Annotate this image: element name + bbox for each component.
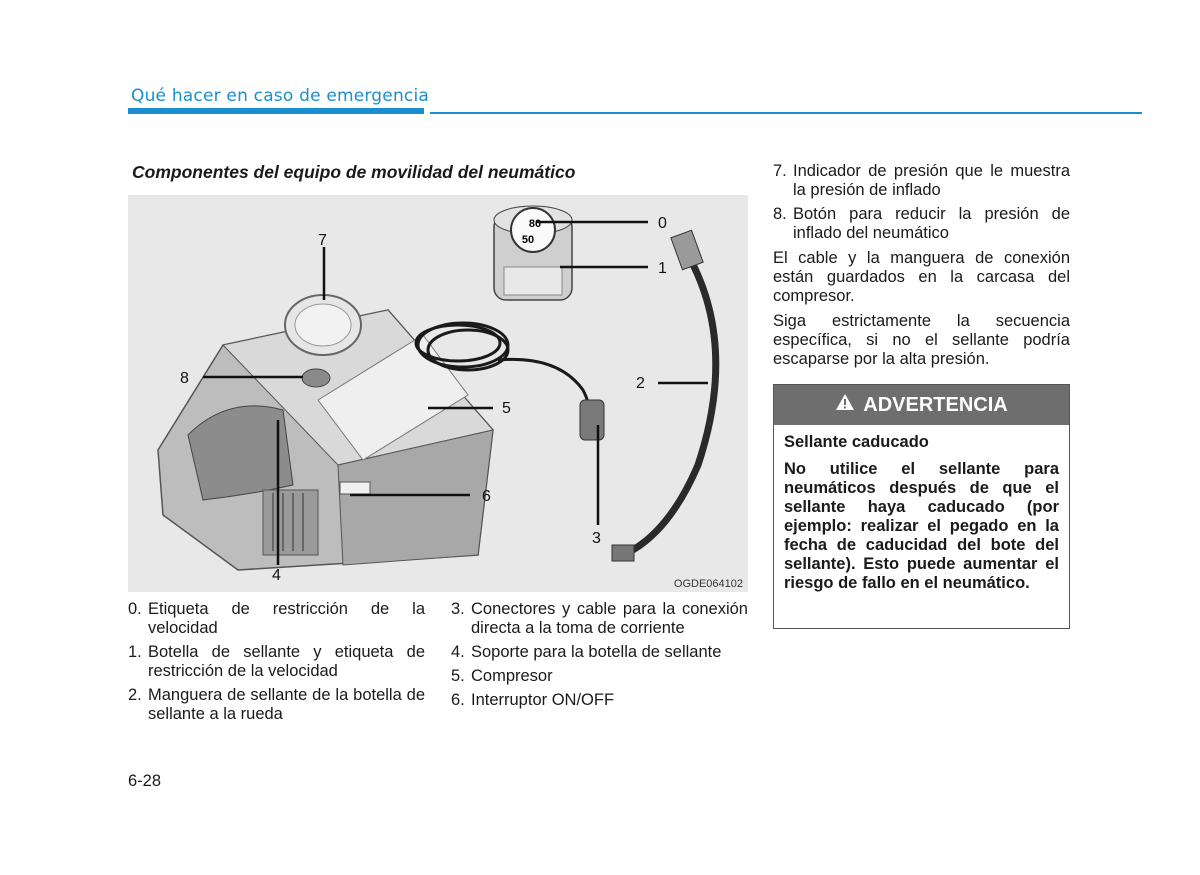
warning-triangle-icon xyxy=(835,393,855,417)
header-accent-bar xyxy=(128,108,424,114)
callout-1: 1 xyxy=(658,260,667,277)
callout-8: 8 xyxy=(180,370,189,387)
figure-code: OGDE064102 xyxy=(673,578,743,590)
caption-list-left xyxy=(128,600,425,729)
caption-number: 8. xyxy=(773,205,787,223)
caption-text: Indicador de presión que le muestra la presión de inflado xyxy=(793,162,1070,199)
callout-7: 7 xyxy=(318,232,327,249)
caption-number: 3. xyxy=(451,600,465,618)
kit-illustration xyxy=(128,195,748,592)
caption-number: 5. xyxy=(451,667,465,685)
caption-number: 7. xyxy=(773,162,787,180)
sealant-hose xyxy=(623,255,716,555)
caption-list-middle xyxy=(451,600,748,715)
caption-list-right xyxy=(773,162,1070,248)
caption-item-0 xyxy=(128,600,425,638)
caption-text: Soporte para la botella de sellante xyxy=(471,643,722,661)
callout-0: 0 xyxy=(658,215,667,232)
caption-item-6 xyxy=(451,691,748,710)
vent-slots xyxy=(263,490,318,555)
callout-6: 6 xyxy=(482,488,491,505)
callout-4: 4 xyxy=(272,567,281,584)
caption-text: Botón para reducir la presión de inflado del neumático xyxy=(793,205,1070,242)
section-header-title: Qué hacer en caso de emergencia xyxy=(131,86,430,106)
warning-subtitle: Sellante caducado xyxy=(784,433,929,451)
bottle-label xyxy=(504,267,562,295)
caption-number: 0. xyxy=(128,600,142,618)
caption-text: Botella de sellante y etiqueta de restricción de la velocidad xyxy=(148,643,425,680)
gauge-label-50: 50 xyxy=(521,234,535,246)
caption-item-4 xyxy=(451,643,748,662)
caption-item-3 xyxy=(451,600,748,638)
caption-number: 1. xyxy=(128,643,142,661)
hose-valve xyxy=(612,545,634,561)
hose-connector xyxy=(671,230,703,269)
caption-item-5 xyxy=(451,667,748,686)
warning-text: No utilice el sellante para neumáticos después de que el sellante haya caducado (por ejemplo: realizar el pegado en la fecha de caducidad del bote del sellante). Esto puede aumentar el riesgo de fallo en el neumático. xyxy=(784,460,1059,592)
callout-3: 3 xyxy=(592,530,601,547)
warning-header xyxy=(774,385,1069,425)
caption-number: 2. xyxy=(128,686,142,704)
caption-item-8 xyxy=(773,205,1070,243)
caption-text: Interruptor ON/OFF xyxy=(471,691,615,709)
callout-5: 5 xyxy=(502,400,511,417)
sequence-paragraph: Siga estrictamente la secuencia específica, si no el sellante podría escaparse por la alta presión. xyxy=(773,312,1070,368)
warning-box xyxy=(773,384,1070,629)
tire-mobility-kit-figure xyxy=(128,195,748,592)
caption-number: 4. xyxy=(451,643,465,661)
page-number: 6-28 xyxy=(128,772,162,790)
caption-number: 6. xyxy=(451,691,465,709)
caption-text: Compresor xyxy=(471,667,553,685)
caption-text: Conectores y cable para la conexión directa a la toma de corriente xyxy=(471,600,748,637)
gauge-dial xyxy=(295,304,351,346)
caption-item-1 xyxy=(128,643,425,681)
power-plug xyxy=(580,400,604,440)
gauge-label-80: 80 xyxy=(528,218,542,230)
caption-item-7 xyxy=(773,162,1070,200)
warning-title: ADVERTENCIA xyxy=(863,393,1008,416)
deflate-button xyxy=(302,369,330,387)
section-heading: Componentes del equipo de movilidad del neumático xyxy=(132,162,576,182)
caption-item-2 xyxy=(128,686,425,724)
callout-2: 2 xyxy=(636,375,645,392)
storage-paragraph: El cable y la manguera de conexión están guardados en la carcasa del compresor. xyxy=(773,249,1070,305)
caption-text: Manguera de sellante de la botella de sellante a la rueda xyxy=(148,686,425,723)
caption-text: Etiqueta de restricción de la velocidad xyxy=(148,600,425,637)
on-off-switch xyxy=(340,482,370,494)
header-rule xyxy=(430,112,1142,114)
